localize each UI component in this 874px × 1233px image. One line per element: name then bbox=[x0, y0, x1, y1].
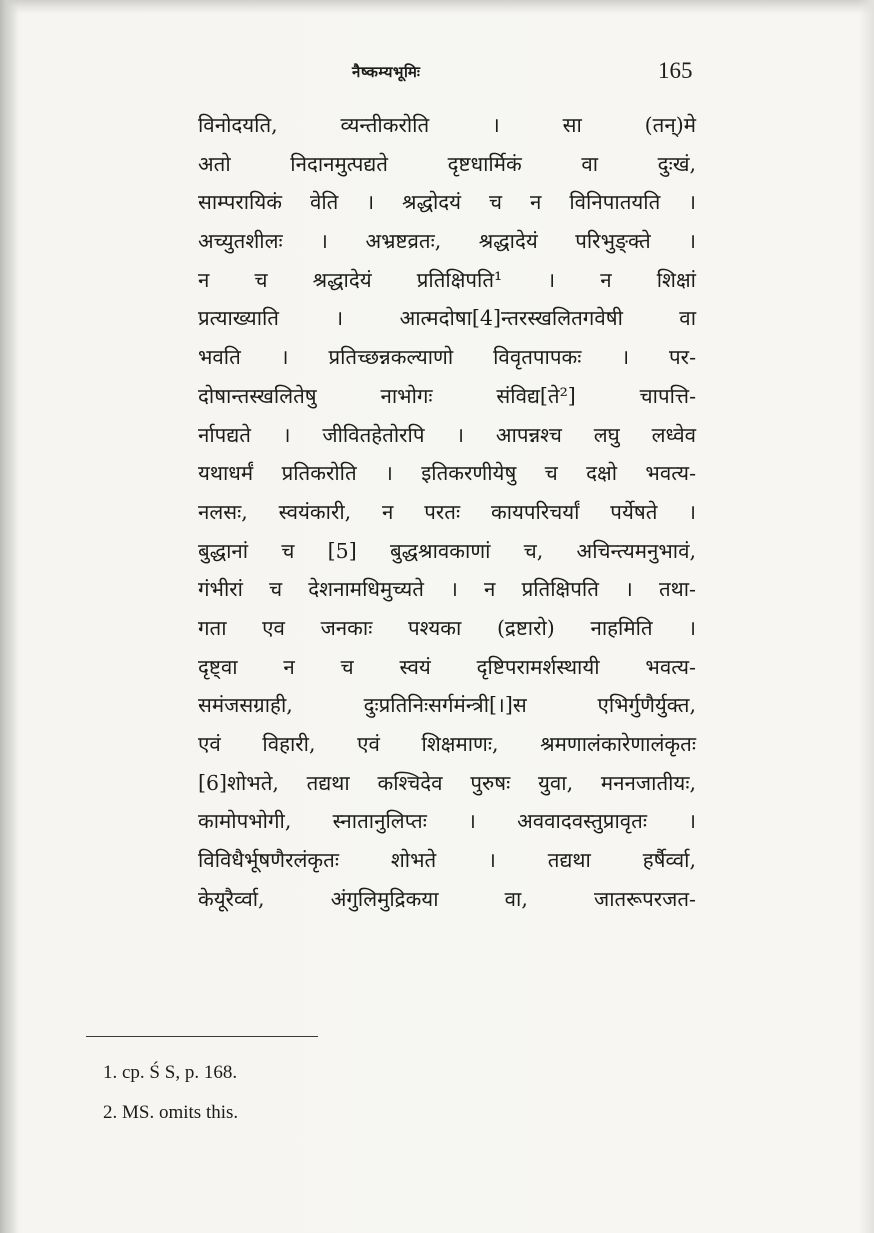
text-line: केयूरैर्व्वा, अंगुलिमुद्रिकया वा, जातरूपरजत- bbox=[198, 886, 696, 911]
body-text bbox=[198, 106, 696, 918]
text-line: विविधैर्भूषणैरलंकृतः शोभते । तद्यथा हर्षैर्व्वा, bbox=[198, 848, 696, 873]
text-line: र्नापद्यते । जीवितहेतोरपि । आपन्नश्च लघु लध्वेव bbox=[198, 422, 696, 447]
text-line: समंजसग्राही, दुःप्रतिनिःसर्गमंन्त्री[।]स एभिर्गुणैर्युक्त, bbox=[198, 693, 696, 718]
text-line: बुद्धानां च [5] बुद्धश्रावकाणां च, अचिन्त्यमनुभावं, bbox=[198, 538, 696, 563]
text-line: एवं विहारी, एवं शिक्षमाणः, श्रमणालंकारेणालंकृतः bbox=[198, 732, 696, 756]
text-line: न च श्रद्धादेयं प्रतिक्षिपति¹ । न शिक्षां bbox=[198, 267, 696, 292]
footnote: 2. MS. omits this. bbox=[103, 1102, 239, 1123]
running-title: नैष्कम्यभूमिः bbox=[352, 63, 421, 81]
text-line: विनोदयति, व्यन्तीकरोति । सा (तन्)मे bbox=[198, 113, 696, 137]
text-line: [6]शोभते, तद्यथा कश्चिदेव पुरुषः युवा, मननजातीयः, bbox=[198, 770, 696, 795]
text-line: अतो निदानमुत्पद्यते दृष्टधार्मिकं वा दुःखं, bbox=[198, 151, 696, 176]
text-line: गता एव जनकाः पश्यका (द्रष्टारो) नाहमिति । bbox=[198, 615, 696, 640]
text-line: साम्परायिकं वेति । श्रद्धोदयं च न विनिपातयति । bbox=[198, 190, 696, 215]
text-line: यथाधर्मं प्रतिकरोति । इतिकरणीयेषु च दक्षो भवत्य- bbox=[198, 461, 696, 486]
text-line: नलसः, स्वयंकारी, न परतः कायपरिचर्यां पर्येषते । bbox=[198, 499, 696, 524]
page-top-shadow bbox=[0, 0, 874, 14]
footnote: 1. cp. Ś S, p. 168. bbox=[103, 1062, 238, 1083]
text-line: गंभीरां च देशनामधिमुच्यते । न प्रतिक्षिपति । तथा- bbox=[198, 577, 696, 602]
binding-shadow bbox=[0, 0, 18, 1233]
text-line: प्रत्याख्याति । आत्मदोषा[4]न्तरस्खलितगवेषी वा bbox=[198, 306, 696, 331]
footnotes bbox=[103, 1053, 238, 1133]
footnote-rule bbox=[86, 1036, 318, 1037]
page-number: 165 bbox=[658, 58, 693, 83]
text-line: भवति । प्रतिच्छन्नकल्याणो विवृतपापकः । पर- bbox=[198, 345, 696, 370]
text-line: कामोपभोगी, स्नातानुलिप्तः । अववादवस्तुप्रावृतः । bbox=[198, 809, 696, 834]
text-line: दृष्ट्वा न च स्वयं दृष्टिपरामर्शस्थायी भवत्य- bbox=[198, 654, 696, 679]
page-right-edge bbox=[858, 0, 874, 1233]
text-line: अच्युतशीलः । अभ्रष्टव्रतः, श्रद्धादेयं परिभुङ्क्ते । bbox=[198, 229, 696, 254]
text-line: दोषान्तस्खलितेषु नाभोगः संविद्य[ते²] चापत्ति- bbox=[198, 383, 696, 408]
